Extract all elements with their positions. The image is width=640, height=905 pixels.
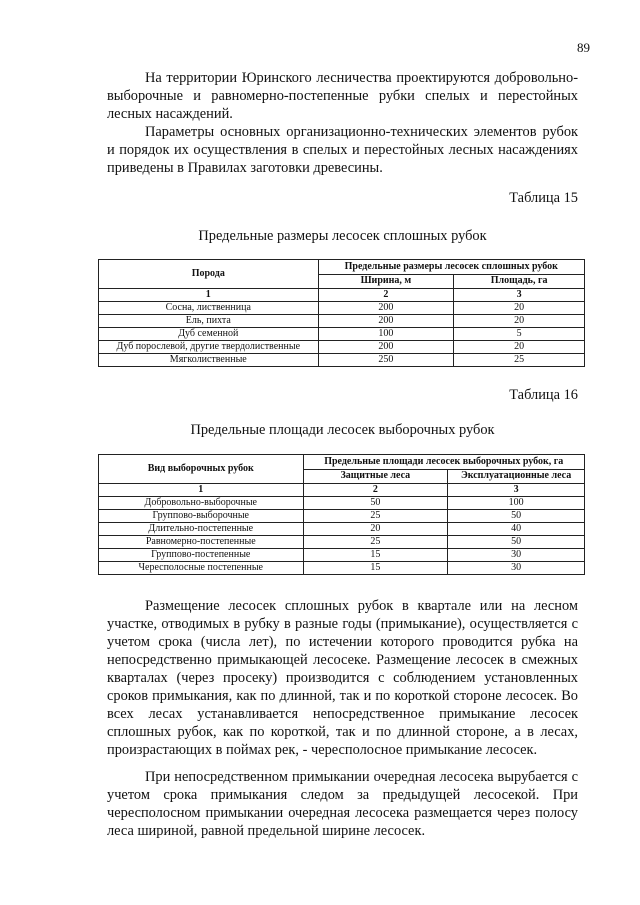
table-cell: 30 — [448, 549, 585, 562]
paragraph-adjacency: При непосредственном примыкании очередная лесосека вырубается с учетом срока примыкания следом за предыдущей лесосекой. При чересполосном примыкании очередная лесосека размещается через полосу леса шириной, равной предельной ширине лесосек. — [107, 769, 578, 839]
table-cell: 50 — [448, 536, 585, 549]
table-cell: 15 — [303, 549, 448, 562]
table-cell: 200 — [318, 302, 454, 315]
table-cell: 20 — [454, 315, 585, 328]
table-cell: Чересполосные постепенные — [99, 562, 304, 575]
table-cell: Мягколиственные — [99, 354, 319, 367]
table-cell: Длительно-постепенные — [99, 523, 304, 536]
table-15-header-group: Предельные размеры лесосек сплошных рубок — [318, 260, 584, 275]
table-cell: Равномерно-постепенные — [99, 536, 304, 549]
table-16-title: Предельные площади лесосек выборочных рубок — [190, 422, 495, 438]
table-cell: 20 — [454, 341, 585, 354]
table-cell: 3 — [454, 289, 585, 302]
table-cell: 50 — [448, 510, 585, 523]
table-15-number-row — [99, 289, 585, 302]
table-cell: 100 — [318, 328, 454, 341]
table-cell: 250 — [318, 354, 454, 367]
table-cell: Группово-выборочные — [99, 510, 304, 523]
table-15-label: Таблица 15 — [509, 190, 578, 206]
table-cell: Ель, пихта — [99, 315, 319, 328]
table-row — [99, 341, 585, 354]
table-cell: 25 — [454, 354, 585, 367]
table-cell: 200 — [318, 315, 454, 328]
table-cell: 100 — [448, 497, 585, 510]
table-row — [99, 315, 585, 328]
table-cell: Группово-постепенные — [99, 549, 304, 562]
table-row — [99, 549, 585, 562]
table-15-header-species: Порода — [99, 260, 319, 289]
table-cell: Дуб порослевой, другие твердолиственные — [99, 341, 319, 354]
page-number: 89 — [577, 40, 590, 55]
table-15-title: Предельные размеры лесосек сплошных рубок — [198, 228, 487, 244]
table-cell: 15 — [303, 562, 448, 575]
table-cell: 200 — [318, 341, 454, 354]
table-16-header-type: Вид выборочных рубок — [99, 455, 304, 484]
table-cell: 1 — [99, 289, 319, 302]
table-row — [99, 328, 585, 341]
table-cell: 50 — [303, 497, 448, 510]
table-16-number-row — [99, 484, 585, 497]
table-15 — [98, 259, 585, 367]
table-cell: 5 — [454, 328, 585, 341]
table-cell: 30 — [448, 562, 585, 575]
table-cell: 1 — [99, 484, 304, 497]
table-cell: 2 — [318, 289, 454, 302]
table-row — [99, 354, 585, 367]
table-row — [99, 523, 585, 536]
table-16-header-operational: Эксплуатационные леса — [448, 469, 585, 484]
table-cell: Сосна, лиственница — [99, 302, 319, 315]
table-cell: 3 — [448, 484, 585, 497]
table-15-header-area: Площадь, га — [454, 274, 585, 289]
table-cell: Добровольно-выборочные — [99, 497, 304, 510]
paragraph-parameters: Параметры основных организационно-технических элементов рубок и порядок их осуществления в спелых и перестойных лесных насаждениях приведены в Правилах заготовки древесины. — [107, 124, 578, 176]
table-row — [99, 302, 585, 315]
table-cell: 40 — [448, 523, 585, 536]
table-cell: Дуб семенной — [99, 328, 319, 341]
paragraph-clearcut-placement: Размещение лесосек сплошных рубок в квартале или на лесном участке, отводимых в рубку в разные годы (примыкание), осуществляется с учетом срока (числа лет), по истечении которого проводится рубка на непосредственно примыкающей лесосеке. Размещение лесосек в смежных кварталах (через просеку) производится с соблюдением установленных сроков примыкания, как по длинной, так и по короткой стороне лесосек. Во всех лесах устанавливается непосредственное примыкание лесосек сплошных рубок, как по короткой, так и по длинной стороне, а в лесах, произрастающих в поймах рек, - чересполосное примыкание лесосек. — [107, 598, 578, 758]
table-cell: 25 — [303, 510, 448, 523]
table-16-header-group: Предельные площади лесосек выборочных рубок, га — [303, 455, 585, 470]
table-cell: 20 — [454, 302, 585, 315]
table-15-header-width: Ширина, м — [318, 274, 454, 289]
table-cell: 25 — [303, 536, 448, 549]
table-row — [99, 510, 585, 523]
table-row — [99, 536, 585, 549]
table-16-label: Таблица 16 — [509, 387, 578, 403]
table-cell: 20 — [303, 523, 448, 536]
table-row — [99, 562, 585, 575]
table-16-header-protective: Защитные леса — [303, 469, 448, 484]
paragraph-intro: На территории Юринского лесничества проектируются добровольно-выборочные и равномерно-постепенные рубки спелых и перестойных лесных насаждений. — [107, 70, 578, 122]
table-row — [99, 497, 585, 510]
table-cell: 2 — [303, 484, 448, 497]
table-16 — [98, 454, 585, 575]
